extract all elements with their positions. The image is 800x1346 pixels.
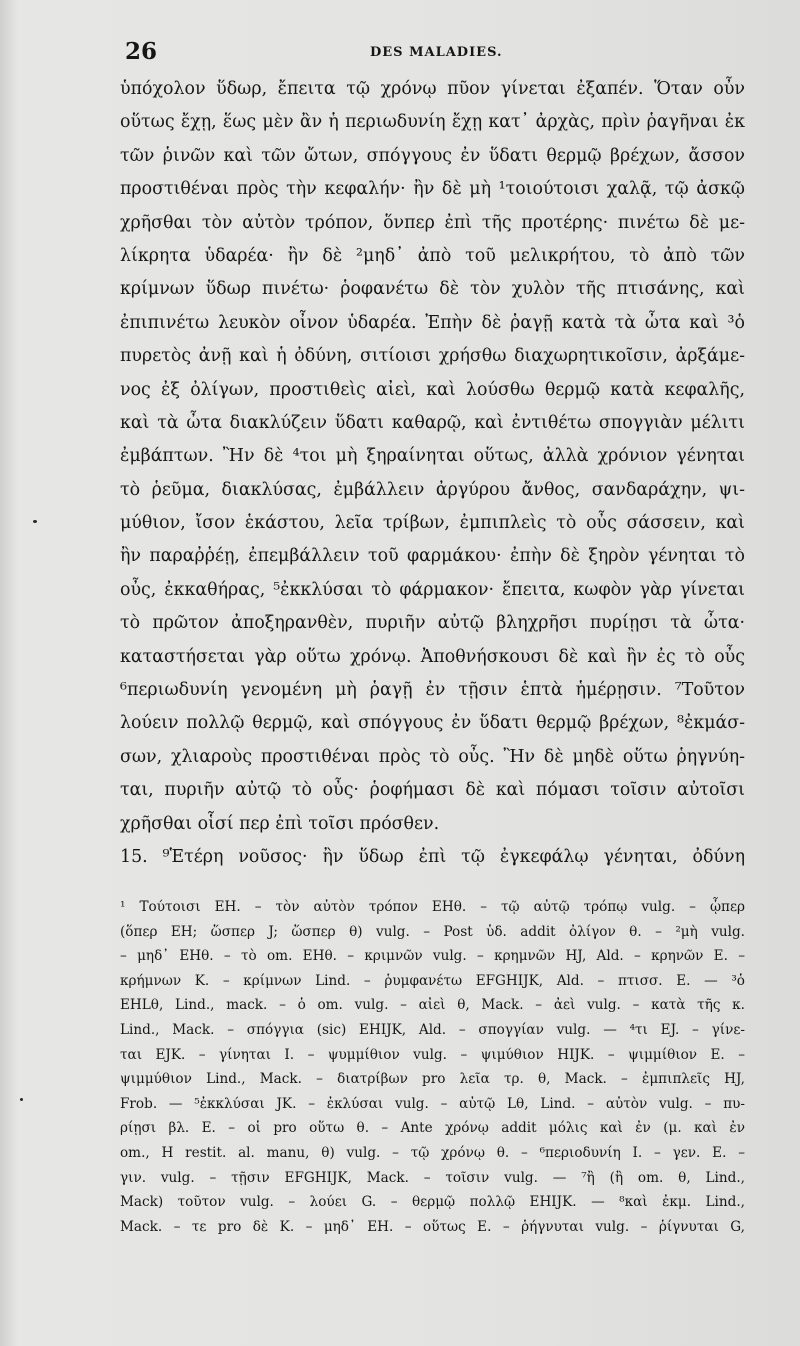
page-number: 26	[125, 38, 158, 65]
text-line: ὑπόχολον ὕδωρ, ἔπειτα τῷ χρόνῳ πῦον γίνεται ἐξαπέν. Ὅταν οὖν	[120, 79, 745, 99]
text-line: ται, πυριῆν αὐτῷ τὸ οὖς· ῥοφήμασι δὲ καὶ πόμασι τοῖσιν αὐτοῖσι	[120, 780, 745, 801]
footnote-line: ¹ Τούτοισι EH. – τὸν αὐτὸν τρόπον EHθ. – τῷ αὐτῷ τρόπῳ vulg. – ᾧπερ	[120, 899, 745, 915]
text-line: προστιθέναι πρὸς τὴν κεφαλήν· ἢν δὲ μὴ ¹τοιούτοισι χαλᾷ, τῷ ἀσκῷ	[120, 179, 745, 200]
text-line: καὶ τὰ ὦτα διακλύζειν ὕδατι καθαρῷ, καὶ ἐντιθέτω σπογγιὰν μέλιτι	[120, 412, 745, 433]
text-line: λίκρητα ὑδαρέα· ἢν δὲ ²μηδ᾽ ἀπὸ τοῦ μελικρήτου, τὸ ἀπὸ τῶν	[120, 245, 745, 266]
text-line: μύθιον, ἴσον ἑκάστου, λεῖα τρίβων, ἐμπιπλεὶς τὸ οὖς σάσσειν, καὶ	[120, 513, 745, 534]
footnotes	[120, 895, 745, 1239]
text-line: τῶν ῥινῶν καὶ τῶν ὤτων, σπόγγους ἐν ὕδατι θερμῷ βρέχων, ἄσσον	[120, 145, 745, 166]
text-line: καταστήσεται γὰρ οὕτω χρόνῳ. Ἀποθνήσκουσι δὲ καὶ ἢν ἐς τὸ οὖς	[120, 646, 745, 667]
running-title: DES MALADIES.	[370, 45, 503, 60]
text-line: ἢν παραῤῥέῃ, ἐπεμβάλλειν τοῦ φαρμάκου· ἐπὴν δὲ ξηρὸν γένηται τὸ	[120, 546, 745, 567]
footnote-line: EHLθ, Lind., mack. – ὁ om. vulg. – αἰεὶ θ, Mack. – ἀεὶ vulg. – κατὰ τῆς κ.	[120, 997, 745, 1014]
text-line: τὸ πρῶτον ἀποξηρανθὲν, πυριῆν αὐτῷ βληχρῆσι πυρίῃσι τὰ ὦτα·	[120, 613, 745, 634]
footnote-line: ρίῃσι βλ. E. – οἱ pro οὕτω θ. – Ante χρόνῳ addit μόλις καὶ ἐν (μ. καὶ ἐν	[120, 1120, 745, 1137]
footnote-line: γιν. vulg. – τῇσιν EFGHIJK, Mack. – τοῖσιν vulg. — ⁷ἢ (ἢ om. θ, Lind.,	[120, 1169, 745, 1186]
text-line: ἐμβάπτων. Ἢν δὲ ⁴τοι μὴ ξηραίνηται οὕτως, ἀλλὰ χρόνιον γένηται	[120, 446, 745, 467]
footnote-line: ται EJK. – γίνηται I. – ψυμμίθιον vulg. – ψιμύθιον HIJK. – ψιμμίθιον E. –	[120, 1046, 745, 1063]
running-head	[115, 38, 740, 66]
footnote-line: (ὅπερ EH; ὥσπερ J; ὥσπερ θ) vulg. – Post ὑδ. addit ὀλίγον θ. – ²μὴ vulg.	[120, 923, 745, 940]
main-text	[120, 73, 745, 874]
ink-speck	[33, 520, 37, 523]
text-line: χρῆσθαι οἷσί περ ἐπὶ τοῖσι πρόσθεν.	[120, 813, 440, 834]
text-line: λούειν πολλῷ θερμῷ, καὶ σπόγγους ἐν ὕδατι θερμῷ βρέχων, ⁸ἐκμάσ-	[120, 713, 745, 734]
text-line: τὸ ῥεῦμα, διακλύσας, ἐμβάλλειν ἀργύρου ἄνθος, σανδαράχην, ψι-	[120, 479, 745, 500]
text-line: σων, χλιαροὺς προστιθέναι πρὸς τὸ οὖς. Ἢν δὲ μηδὲ οὕτω ῥηγνύη-	[120, 746, 745, 767]
footnote-line: ψιμμύθιον Lind., Mack. – διατρίβων pro λεῖα τρ. θ, Mack. – ἐμπιπλεῖς HJ,	[120, 1071, 745, 1088]
text-line: ⁶περιωδυνίη γενομένη μὴ ῥαγῇ ἐν τῇσιν ἑπτὰ ἡμέρῃσιν. ⁷Τοῦτον	[120, 680, 745, 701]
text-line: οὕτως ἔχῃ, ἕως μὲν ἂν ἡ περιωδυνίη ἔχῃ κατ᾽ ἀρχὰς, πρὶν ῥαγῆναι ἐκ	[120, 112, 745, 133]
footnote-line: Mack) τοῦτον vulg. – λούει G. – θερμῷ πολλῷ EHIJK. — ⁸καὶ ἐκμ. Lind.,	[120, 1194, 745, 1211]
text-line: κρίμνων ὕδωρ πινέτω· ῥοφανέτω δὲ τὸν χυλὸν τῆς πτισάνης, καὶ	[120, 279, 745, 300]
text-line: οὖς, ἐκκαθήρας, ⁵ἐκκλύσαι τὸ φάρμακον· ἔπειτα, κωφὸν γὰρ γίνεται	[120, 579, 745, 600]
footnote-line: Mack. – τε pro δὲ K. – μηδ᾽ EH. – οὕτως E. – ῥήγνυται vulg. – ῥίγνυται G,	[120, 1218, 745, 1235]
text-line: χρῆσθαι τὸν αὐτὸν τρόπον, ὅνπερ ἐπὶ τῆς προτέρης· πινέτω δὲ με-	[120, 212, 745, 233]
footnote-line: κρήμνων K. – κρίμνων Lind. – ῥυμφανέτω EFGHIJK, Ald. – πτισσ. E. — ³ὁ	[120, 972, 745, 989]
section-start-line: 15. ⁹Ἑτέρη νοῦσος· ἢν ὕδωρ ἐπὶ τῷ ἐγκεφάλῳ γένηται, ὀδύνη	[120, 846, 745, 867]
footnote-line: om., H restit. al. manu, θ) vulg. – τῷ χρόνῳ θ. – ⁶περιοδυνίη I. – γεν. E. –	[120, 1144, 745, 1161]
text-line: νος ἐξ ὀλίγων, προστιθεὶς αἰεὶ, καὶ λούσθω θερμῷ κατὰ κεφαλῆς,	[120, 379, 745, 400]
text-line: πυρετὸς ἀνῇ καὶ ἡ ὀδύνη, σιτίοισι χρήσθω διαχωρητικοῖσιν, ἀρξάμε-	[120, 346, 745, 367]
footnote-line: – μηδ᾽ EHθ. – τὸ om. EHθ. – κριμνῶν vulg. – κρημνῶν HJ, Ald. – κρηνῶν E. –	[120, 948, 745, 965]
footnote-line: Frob. — ⁵ἐκκλύσαι JK. – ἐκλύσαι vulg. – αὐτῷ Lθ, Lind. – αὐτὸν vulg. – πυ-	[120, 1095, 745, 1112]
footnote-line: Lind., Mack. – σπόγγια (sic) EHIJK, Ald. – σπογγίαν vulg. — ⁴τι EJ. – γίνε-	[120, 1021, 745, 1038]
ink-speck	[20, 1098, 23, 1101]
text-line: ἐπιπινέτω λευκὸν οἶνον ὑδαρέα. Ἐπὴν δὲ ῥαγῇ κατὰ τὰ ὦτα καὶ ³ὁ	[120, 312, 745, 333]
